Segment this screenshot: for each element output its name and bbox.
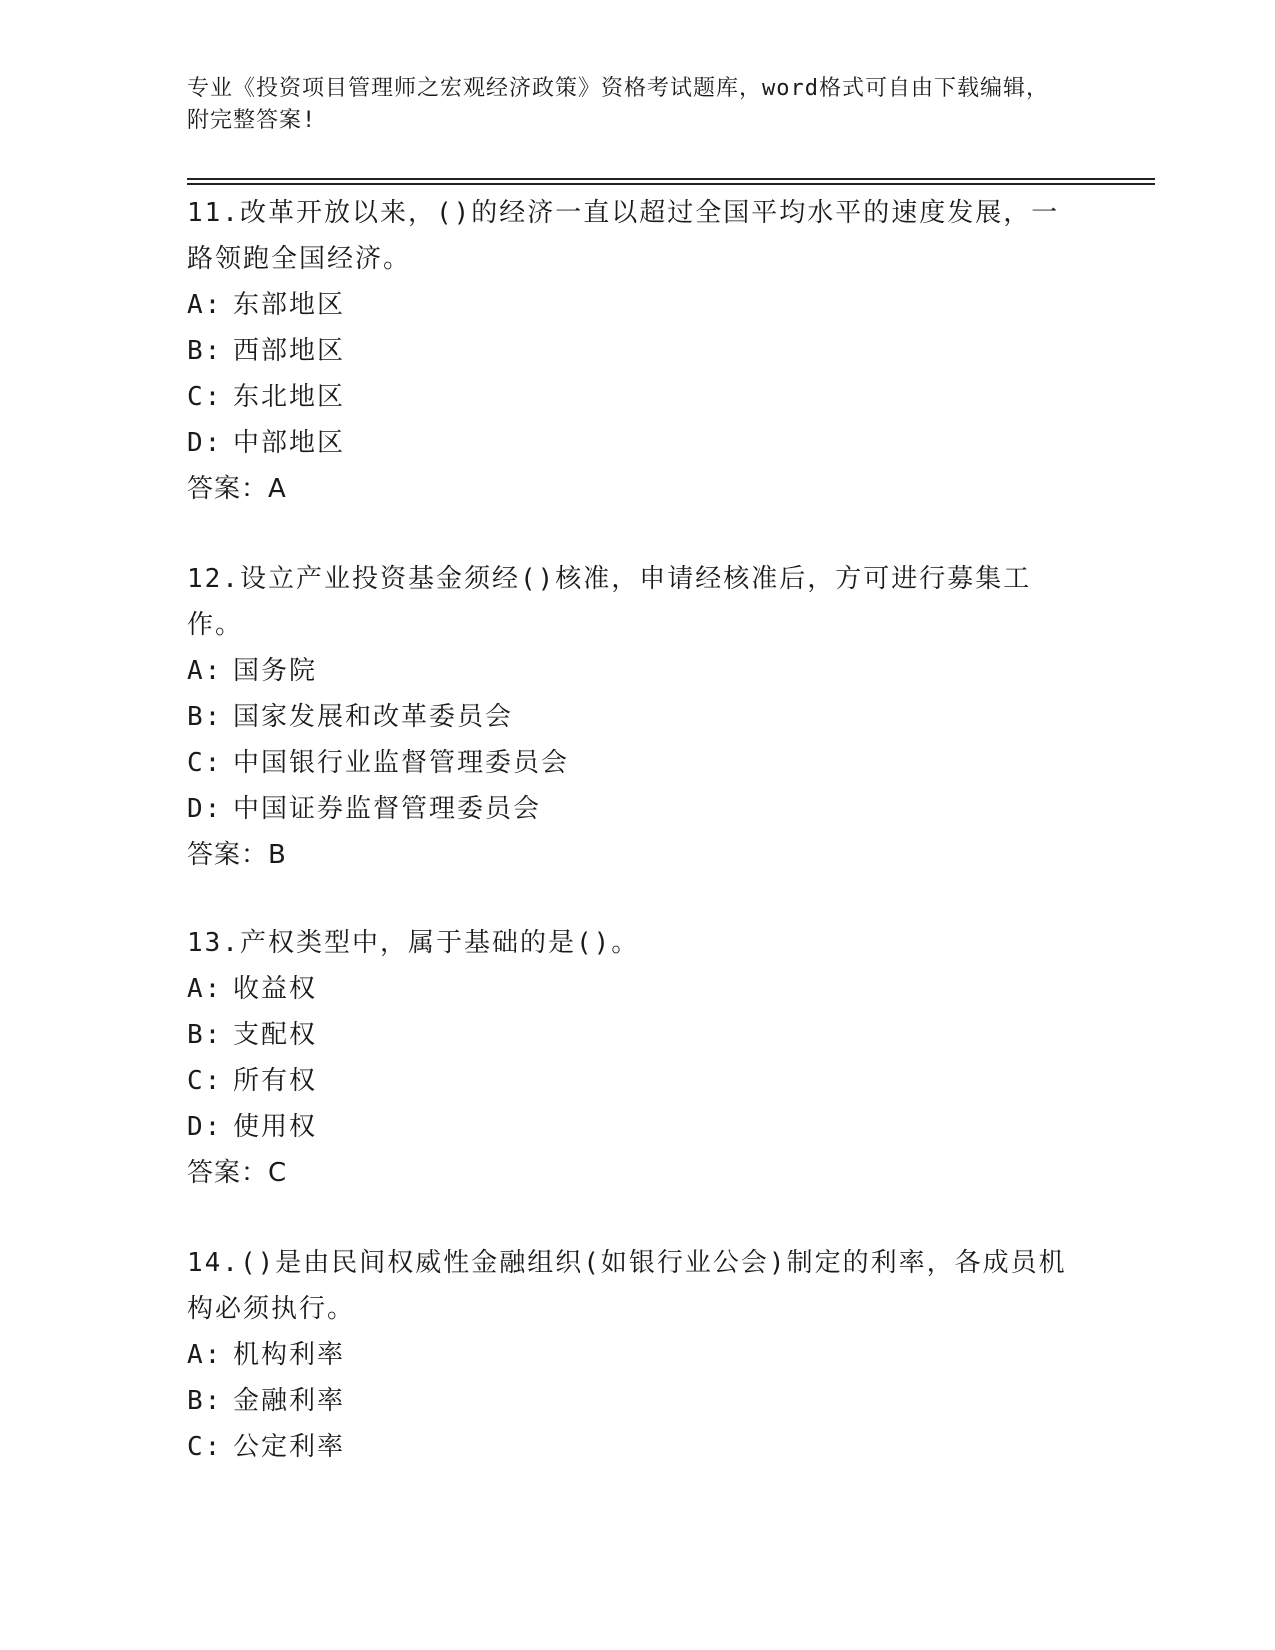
document-intro: 专业《投资项目管理师之宏观经济政策》资格考试题库，word格式可自由下载编辑，附完整答案! [187,76,1049,133]
option-letter: D: [187,794,223,824]
answer-line: 答案：C [187,1158,288,1188]
question-stem: 11.改革开放以来，()的经济一直以超过全国平均水平的速度发展，一路领跑全国经济。 [187,198,1060,274]
option-text: 国务院 [233,656,318,686]
option-letter: B: [187,1020,223,1050]
option-b [187,328,1087,374]
option-c [187,1058,1087,1104]
option-text: 中部地区 [233,428,346,458]
option-d [187,1104,1087,1150]
option-letter: B: [187,336,223,366]
question-stem: 14.()是由民间权威性金融组织(如银行业公会)制定的利率，各成员机构必须执行。 [187,1248,1067,1324]
option-a [187,648,1087,694]
option-text: 中国银行业监督管理委员会 [233,748,570,778]
option-text: 东北地区 [233,382,346,412]
option-letter: D: [187,1112,223,1142]
option-b [187,694,1087,740]
answer-line: 答案：A [187,474,287,504]
question-stem: 12.设立产业投资基金须经()核准，申请经核准后，方可进行募集工作。 [187,564,1032,640]
option-text: 使用权 [233,1112,318,1142]
option-letter: D: [187,428,223,458]
option-letter: C: [187,1066,223,1096]
question-14 [187,1240,1087,1470]
option-letter: B: [187,1386,223,1416]
header-divider [187,178,1155,180]
option-text: 东部地区 [233,290,346,320]
option-c [187,374,1087,420]
option-text: 公定利率 [233,1432,346,1462]
option-letter: C: [187,382,223,412]
option-letter: A: [187,290,223,320]
option-letter: A: [187,656,223,686]
option-d [187,420,1087,466]
option-text: 金融利率 [233,1386,346,1416]
option-letter: C: [187,1432,223,1462]
option-text: 收益权 [233,974,318,1004]
option-a [187,966,1087,1012]
question-13 [187,920,1087,1196]
option-a [187,282,1087,328]
option-text: 所有权 [233,1066,318,1096]
option-letter: B: [187,702,223,732]
option-letter: C: [187,748,223,778]
option-b [187,1012,1087,1058]
option-d [187,786,1087,832]
question-12 [187,556,1087,878]
option-text: 中国证券监督管理委员会 [233,794,542,824]
option-c [187,1424,1087,1470]
option-text: 支配权 [233,1020,318,1050]
option-a [187,1332,1087,1378]
option-text: 国家发展和改革委员会 [233,702,514,732]
header-divider [187,183,1155,185]
option-letter: A: [187,1340,223,1370]
answer-line: 答案：B [187,840,287,870]
option-b [187,1378,1087,1424]
option-text: 西部地区 [233,336,346,366]
option-letter: A: [187,974,223,1004]
option-text: 机构利率 [233,1340,346,1370]
option-c [187,740,1087,786]
question-11 [187,190,1087,512]
question-stem: 13.产权类型中，属于基础的是()。 [187,928,640,958]
